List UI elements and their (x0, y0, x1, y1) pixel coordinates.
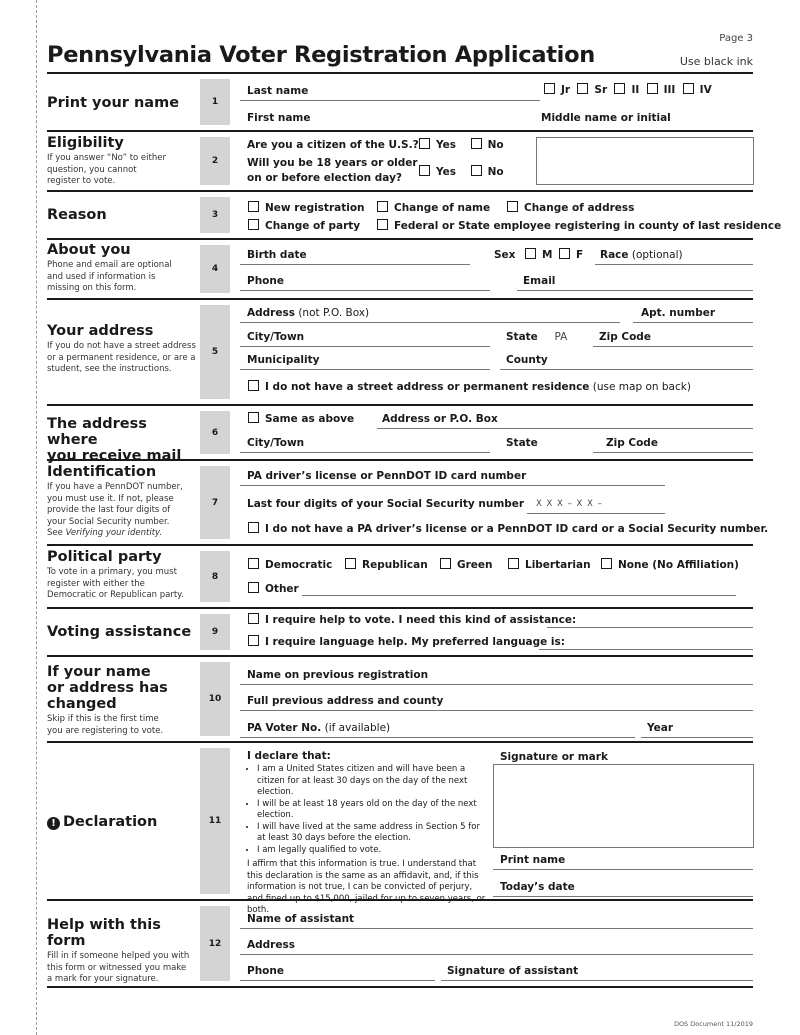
last-name-label: Last name (247, 85, 309, 97)
section-label: Print your name (47, 95, 180, 111)
apt-number-label: Apt. number (641, 307, 716, 319)
section-number: 12 (200, 906, 230, 981)
section-number: 2 (200, 137, 230, 185)
assistant-address-field[interactable] (240, 954, 753, 955)
signature-label: Signature or mark (500, 751, 608, 763)
suffix-sr[interactable]: Sr (577, 84, 607, 96)
mail-city-label: City/Town (247, 437, 305, 449)
assistant-name-label: Name of assistant (247, 913, 355, 925)
county-field[interactable] (500, 369, 753, 370)
mail-address-label: Address or P.O. Box (382, 413, 498, 425)
birth-date-field[interactable] (240, 264, 470, 265)
declaration-bullet: • I am a United States citizen and will have been a citizen for at least 30 days on the day of the next election. (257, 764, 487, 799)
section-label: Help with this form (47, 917, 161, 949)
reason-change-of-address[interactable]: Change of address (507, 201, 634, 215)
section-help-with-form (47, 901, 753, 988)
mail-address-field[interactable] (377, 428, 753, 429)
checkbox-icon (647, 83, 658, 94)
affirmation-text: I affirm that this information is true. I understand that this declaration is the same as an affidavit, and, if this information is not true, I can be convicted of perjury, and fined up to $15,000, jailed for up to seven years, or both. (247, 859, 486, 915)
declaration-bullet: • I will have lived at the same address in Section 5 for at least 30 days before the election. (257, 822, 487, 845)
assistant-phone-label: Phone (247, 965, 284, 977)
city-field[interactable] (240, 346, 490, 347)
city-label: City/Town (247, 331, 305, 343)
previous-address-label: Full previous address and county (247, 695, 444, 707)
suffix-ii[interactable]: II (614, 84, 639, 96)
section-label: Reason (47, 207, 107, 223)
party-democratic[interactable]: Democratic (248, 558, 332, 572)
checkbox-icon (248, 635, 259, 646)
section-number: 3 (200, 197, 230, 233)
state-label: State PA (506, 331, 568, 343)
section-number: 11 (200, 748, 230, 894)
checkbox-icon (559, 248, 570, 259)
section-name (47, 74, 753, 132)
section-name-address-changed (47, 657, 753, 743)
checkbox-icon (248, 558, 259, 569)
party-none[interactable]: None (No Affiliation) (601, 558, 739, 572)
county-label: County (506, 354, 548, 366)
voter-number-label: PA Voter No. (if available) (247, 722, 391, 734)
apt-number-field[interactable] (633, 322, 753, 323)
declaration-bullets (247, 764, 487, 856)
section-label-line2: or address has (47, 680, 168, 696)
checkbox-icon (507, 201, 518, 212)
checkbox-icon (419, 165, 430, 176)
party-republican[interactable]: Republican (345, 558, 428, 572)
citizen-yes[interactable]: Yes (419, 139, 456, 151)
section-label: Voting assistance (47, 624, 192, 640)
assistant-signature-field[interactable] (441, 980, 753, 981)
suffix-iv[interactable]: IV (683, 84, 712, 96)
section-label-line2: you receive mail (47, 448, 182, 464)
help-to-vote-option[interactable]: I require help to vote. I need this kind of assistance: (248, 613, 576, 627)
section-note: If you answer “No” to either question, you cannot register to vote. (47, 153, 166, 186)
race-field[interactable] (595, 264, 753, 265)
cut-line (36, 0, 37, 1035)
checkbox-icon (248, 412, 259, 423)
reason-change-of-name[interactable]: Change of name (377, 201, 490, 215)
reason-new-registration[interactable]: New registration (248, 201, 365, 215)
section-political-party (47, 546, 753, 609)
section-number: 5 (200, 305, 230, 399)
assistant-address-label: Address (247, 939, 295, 951)
page-title: Pennsylvania Voter Registration Application (47, 42, 595, 68)
suffix-iii[interactable]: III (647, 84, 676, 96)
checkbox-icon (471, 138, 482, 149)
ssn-field[interactable] (527, 513, 665, 514)
print-name-label: Print name (500, 854, 566, 866)
section-number: 9 (200, 614, 230, 650)
checkbox-icon (508, 558, 519, 569)
age-question-line2: on or before election day? (247, 172, 403, 184)
zip-code-label: Zip Code (599, 331, 651, 343)
previous-name-label: Name on previous registration (247, 669, 429, 681)
document-footer: DOS Document 11/2019 (673, 1020, 753, 1028)
suffix-jr[interactable]: Jr (544, 84, 570, 96)
age-no[interactable]: No (471, 166, 504, 178)
declaration-bullet: • I will be at least 18 years old on the day of the next election. (257, 799, 487, 822)
assistant-phone-field[interactable] (240, 980, 435, 981)
section-about-you (47, 240, 753, 300)
assistant-signature-label: Signature of assistant (447, 965, 579, 977)
signature-box[interactable] (493, 764, 754, 848)
section-number: 6 (200, 411, 230, 454)
section-eligibility (47, 132, 753, 192)
checkbox-icon (577, 83, 588, 94)
citizen-no[interactable]: No (471, 139, 504, 151)
mail-zip-label: Zip Code (606, 437, 658, 449)
age-yes[interactable]: Yes (419, 166, 456, 178)
checkbox-icon (248, 522, 259, 533)
email-label: Email (523, 275, 556, 287)
todays-date-field[interactable] (493, 896, 753, 897)
year-field[interactable] (641, 737, 753, 738)
party-green[interactable]: Green (440, 558, 493, 572)
email-field[interactable] (517, 290, 753, 291)
section-label: Eligibility (47, 135, 124, 151)
no-id-option[interactable]: I do not have a PA driver’s license or a PennDOT ID card or a Social Security number. (248, 522, 768, 536)
declaration-text (247, 750, 487, 917)
mail-zip-field[interactable] (593, 452, 753, 453)
checkbox-icon (248, 613, 259, 624)
middle-name-label: Middle name or initial (541, 112, 671, 124)
checkbox-icon (471, 165, 482, 176)
ssn-mask: X X X – X X – (536, 499, 603, 509)
age-question-line1: Will you be 18 years or older (247, 157, 418, 169)
section-label: ! Declaration (47, 814, 199, 830)
section-note: If you have a PennDOT number, you must use it. If not, please provide the last four digits of your Social Security number. See Verifying your identity. (47, 482, 183, 538)
race-label: Race (optional) (600, 249, 683, 261)
section-note: Phone and email are optional and used if information is missing on this form. (47, 260, 172, 293)
section-label-line3: changed (47, 696, 117, 712)
checkbox-icon (248, 219, 259, 230)
section-your-address (47, 300, 753, 406)
ink-note: Use black ink (679, 55, 753, 68)
section-note: If you do not have a street address or a permanent residence, or are a student, see the instructions. (47, 341, 196, 374)
section-label-line1: If your name (47, 664, 151, 680)
checkbox-icon (601, 558, 612, 569)
print-name-field[interactable] (493, 869, 753, 870)
year-label: Year (647, 722, 674, 734)
no-street-address-option[interactable]: I do not have a street address or permanent residence (use map on back) (248, 380, 691, 394)
section-label: Identification (47, 464, 157, 480)
checkbox-icon (345, 558, 356, 569)
mail-city-field[interactable] (240, 452, 490, 453)
drivers-license-field[interactable] (240, 485, 665, 486)
last-name-field[interactable] (240, 100, 540, 101)
section-note: Fill in if someone helped you with this form or witnessed you make a mark for your signature. (47, 951, 190, 984)
address-label: Address (not P.O. Box) (247, 307, 370, 319)
declare-heading: I declare that: (247, 750, 331, 762)
section-note: To vote in a primary, you must register with either the Democratic or Republican party. (47, 567, 184, 600)
language-help-option[interactable]: I require language help. My preferred language is: (248, 635, 565, 649)
address-field[interactable] (240, 322, 620, 323)
party-other-field[interactable] (302, 595, 736, 596)
section-label: Your address (47, 323, 154, 339)
section-number: 8 (200, 551, 230, 602)
page-number: Page 3 (719, 33, 753, 44)
same-as-above-option[interactable]: Same as above (248, 412, 354, 426)
assistant-name-field[interactable] (240, 928, 753, 929)
municipality-field[interactable] (240, 369, 490, 370)
suffix-options (544, 83, 712, 97)
sex-label: Sex (494, 249, 516, 261)
eligibility-box (536, 137, 754, 185)
exclamation-icon: ! (47, 817, 60, 830)
checkbox-icon (377, 219, 388, 230)
section-number: 4 (200, 245, 230, 293)
birth-date-label: Birth date (247, 249, 307, 261)
todays-date-label: Today’s date (500, 881, 575, 893)
section-number: 7 (200, 466, 230, 539)
section-label: Political party (47, 549, 162, 565)
previous-address-field[interactable] (240, 710, 753, 711)
checkbox-icon (440, 558, 451, 569)
party-other[interactable]: Other (248, 582, 299, 596)
zip-code-field[interactable] (593, 346, 753, 347)
checkbox-icon (248, 380, 259, 391)
party-libertarian[interactable]: Libertarian (508, 558, 591, 572)
sex-m[interactable]: M (525, 248, 552, 262)
checkbox-icon (525, 248, 536, 259)
drivers-license-label: PA driver’s license or PennDOT ID card number (247, 470, 527, 482)
reason-federal-state-employee[interactable]: Federal or State employee registering in county of last residence (377, 219, 781, 233)
checkbox-icon (614, 83, 625, 94)
preferred-language-field[interactable] (539, 649, 753, 650)
section-number: 10 (200, 662, 230, 736)
previous-name-field[interactable] (240, 684, 753, 685)
section-declaration (47, 743, 753, 915)
section-note: Skip if this is the first time you are registering to vote. (47, 714, 164, 736)
municipality-label: Municipality (247, 354, 320, 366)
checkbox-icon (683, 83, 694, 94)
phone-field[interactable] (240, 290, 490, 291)
first-name-label: First name (247, 112, 311, 124)
checkbox-icon (248, 582, 259, 593)
reason-change-of-party[interactable]: Change of party (248, 219, 360, 233)
section-reason (47, 192, 782, 240)
section-label-line1: The address where (47, 416, 147, 448)
checkbox-icon (419, 138, 430, 149)
assistance-type-field[interactable] (547, 627, 753, 628)
voter-number-field[interactable] (240, 737, 635, 738)
section-mail-address (47, 406, 753, 464)
ssn-label: Last four digits of your Social Security number (247, 498, 525, 510)
citizen-question: Are you a citizen of the U.S.? (247, 139, 419, 151)
checkbox-icon (544, 83, 555, 94)
sex-f[interactable]: F (559, 248, 583, 262)
section-number: 1 (200, 79, 230, 125)
phone-label: Phone (247, 275, 284, 287)
section-voting-assistance (47, 609, 753, 657)
section-label: About you (47, 242, 131, 258)
section-identification (47, 461, 769, 546)
checkbox-icon (248, 201, 259, 212)
checkbox-icon (377, 201, 388, 212)
declaration-bullet: • I am legally qualified to vote. (257, 845, 487, 857)
mail-state-label: State (506, 437, 538, 449)
